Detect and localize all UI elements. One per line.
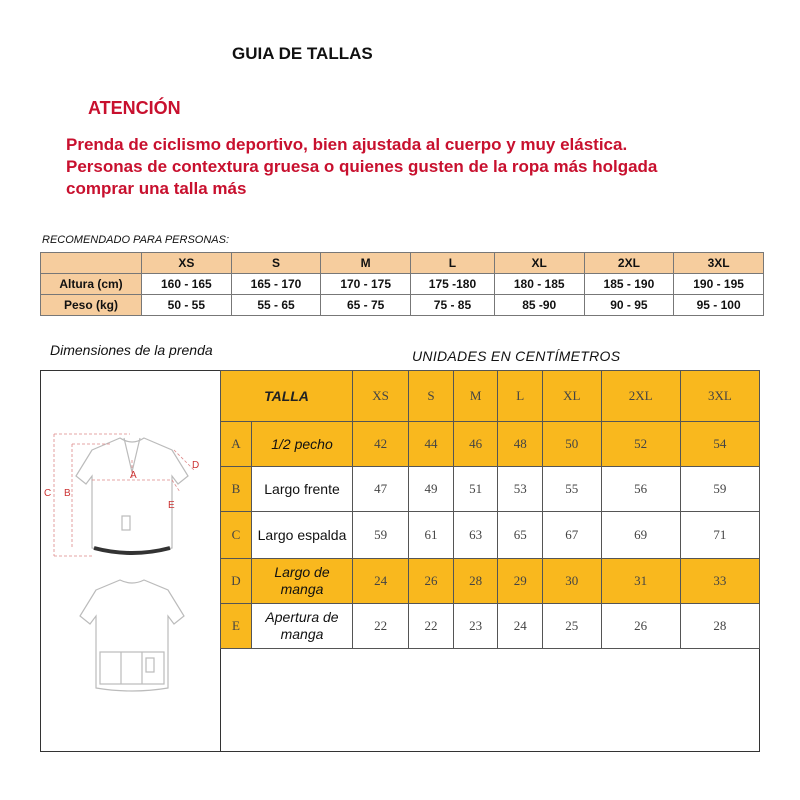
table-cell: 33	[680, 559, 759, 604]
dim-size-m: M	[453, 371, 498, 422]
table-cell: 65 - 75	[321, 295, 411, 316]
table-cell: 160 - 165	[142, 274, 232, 295]
drawing-label-c: C	[44, 488, 52, 499]
table-cell: 59	[353, 512, 409, 559]
table-cell: 95 - 100	[674, 295, 764, 316]
row-name: 1/2 pecho	[252, 422, 353, 467]
dimensions-caption: Dimensiones de la prenda	[50, 342, 213, 358]
table-cell: 55 - 65	[231, 295, 321, 316]
weight-label: Peso (kg)	[41, 295, 142, 316]
row-name: Largo de manga	[252, 559, 353, 604]
table-cell: 61	[409, 512, 454, 559]
drawing-label-d: D	[192, 460, 200, 471]
table-cell: 54	[680, 422, 759, 467]
table-row	[221, 467, 760, 512]
row-name: Largo frente	[252, 467, 353, 512]
rec-size-xl: XL	[494, 253, 584, 274]
table-cell: 28	[680, 604, 759, 649]
table-cell: 22	[409, 604, 454, 649]
table-cell: 50 - 55	[142, 295, 232, 316]
row-name: Largo espalda	[252, 512, 353, 559]
rec-size-l: L	[411, 253, 495, 274]
row-name: Apertura de manga	[252, 604, 353, 649]
rec-size-2xl: 2XL	[584, 253, 674, 274]
table-cell: 175 -180	[411, 274, 495, 295]
jersey-front-icon	[76, 438, 188, 552]
rec-size-m: M	[321, 253, 411, 274]
table-cell: 47	[353, 467, 409, 512]
table-row	[221, 512, 760, 559]
table-row	[221, 559, 760, 604]
table-cell: 42	[353, 422, 409, 467]
page-title: GUIA DE TALLAS	[232, 44, 373, 63]
table-row	[221, 422, 760, 467]
drawing-label-e: E	[168, 500, 175, 511]
rec-size-s: S	[231, 253, 321, 274]
table-cell: 190 - 195	[674, 274, 764, 295]
rec-size-xs: XS	[142, 253, 232, 274]
rec-size-3xl: 3XL	[674, 253, 764, 274]
table-cell: 24	[353, 559, 409, 604]
table-cell: 55	[543, 467, 601, 512]
table-cell: 90 - 95	[584, 295, 674, 316]
warning-text: Prenda de ciclismo deportivo, bien ajustada al cuerpo y muy elástica. Personas de contextura gruesa o quienes gusten de la ropa más holgada comprar una talla más	[66, 135, 658, 198]
hem-band	[94, 548, 170, 553]
drawing-label-b: B	[64, 488, 71, 499]
weight-row	[41, 295, 764, 316]
warning-heading: ATENCIÓN	[88, 98, 181, 118]
row-letter: C	[221, 512, 252, 559]
table-cell: 75 - 85	[411, 295, 495, 316]
table-cell: 23	[453, 604, 498, 649]
table-cell: 180 - 185	[494, 274, 584, 295]
table-cell: 49	[409, 467, 454, 512]
table-cell: 71	[680, 512, 759, 559]
table-cell: 28	[453, 559, 498, 604]
table-cell: 48	[498, 422, 543, 467]
table-cell: 63	[453, 512, 498, 559]
table-cell: 85 -90	[494, 295, 584, 316]
table-cell: 26	[409, 559, 454, 604]
recommended-header-row	[41, 253, 764, 274]
table-cell: 26	[601, 604, 680, 649]
row-letter: E	[221, 604, 252, 649]
table-cell: 185 - 190	[584, 274, 674, 295]
dim-size-3xl: 3XL	[680, 371, 759, 422]
table-cell: 30	[543, 559, 601, 604]
row-letter: D	[221, 559, 252, 604]
table-cell: 51	[453, 467, 498, 512]
table-cell: 65	[498, 512, 543, 559]
table-row	[221, 604, 760, 649]
dim-size-xl: XL	[543, 371, 601, 422]
row-letter: A	[221, 422, 252, 467]
table-cell: 52	[601, 422, 680, 467]
height-label: Altura (cm)	[41, 274, 142, 295]
dim-size-l: L	[498, 371, 543, 422]
table-cell: 56	[601, 467, 680, 512]
dimensions-table	[220, 370, 760, 649]
talla-header: TALLA	[221, 371, 353, 422]
table-cell: 59	[680, 467, 759, 512]
table-cell: 50	[543, 422, 601, 467]
table-cell: 53	[498, 467, 543, 512]
dimensions-header-row	[221, 371, 760, 422]
units-caption: UNIDADES EN CENTÍMETROS	[412, 348, 621, 364]
table-cell: 31	[601, 559, 680, 604]
jersey-back-icon	[80, 580, 184, 691]
table-cell: 165 - 170	[231, 274, 321, 295]
jersey-drawing	[40, 420, 216, 720]
dim-size-s: S	[409, 371, 454, 422]
table-cell: 29	[498, 559, 543, 604]
table-cell: 67	[543, 512, 601, 559]
drawing-label-a: A	[130, 470, 137, 481]
dim-size-2xl: 2XL	[601, 371, 680, 422]
row-letter: B	[221, 467, 252, 512]
height-row	[41, 274, 764, 295]
table-cell: 44	[409, 422, 454, 467]
recommended-table	[40, 252, 764, 316]
header-corner	[41, 253, 142, 274]
table-cell: 22	[353, 604, 409, 649]
recommended-caption: RECOMENDADO PARA PERSONAS:	[42, 234, 230, 246]
table-cell: 170 - 175	[321, 274, 411, 295]
table-cell: 24	[498, 604, 543, 649]
table-cell: 69	[601, 512, 680, 559]
dim-size-xs: XS	[353, 371, 409, 422]
table-cell: 25	[543, 604, 601, 649]
table-cell: 46	[453, 422, 498, 467]
